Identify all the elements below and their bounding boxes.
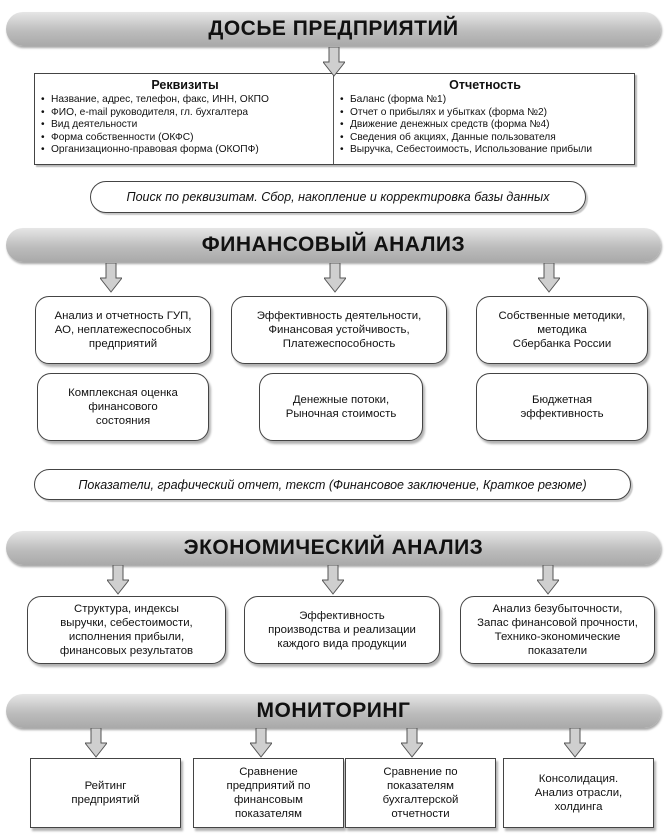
monitoring-box: Консолидация. Анализ отрасли, холдинга	[503, 758, 654, 828]
list-item: • Название, адрес, телефон, факс, ИНН, ОКПО	[40, 94, 330, 107]
financial-box: Собственные методики, методика Сбербанка России	[476, 296, 648, 364]
financial-box: Эффективность деятельности, Финансовая устойчивость, Платежеспособность	[231, 296, 447, 364]
down-arrow-icon	[250, 728, 272, 758]
financial-box: Анализ и отчетность ГУП, АО, неплатежеспособных предприятий	[35, 296, 211, 364]
down-arrow-icon	[324, 263, 346, 293]
section-banner-economic	[6, 531, 661, 565]
requisites-column	[40, 78, 330, 157]
section-title: МОНИТОРИНГ	[256, 699, 411, 722]
economic-box: Эффективность производства и реализации каждого вида продукции	[244, 596, 440, 664]
section-banner-financial	[6, 228, 661, 262]
section-banner-dossier	[6, 12, 661, 46]
list-item: • Организационно-правовая форма (ОКОПФ)	[40, 144, 330, 157]
list-item: • Баланс (форма №1)	[339, 94, 631, 107]
financial-box: Комплексная оценка финансового состояния	[37, 373, 209, 441]
down-arrow-icon	[322, 565, 344, 595]
section-banner-monitoring	[6, 694, 661, 728]
list-item: • Отчет о прибылях и убытках (форма №2)	[339, 107, 631, 120]
section-title: ДОСЬЕ ПРЕДПРИЯТИЙ	[208, 17, 459, 40]
down-arrow-icon	[100, 263, 122, 293]
list-item: • Форма собственности (ОКФС)	[40, 132, 330, 145]
search-note: Поиск по реквизитам. Сбор, накопление и корректировка базы данных	[90, 181, 586, 213]
monitoring-box: Рейтинг предприятий	[30, 758, 181, 828]
list-item: • Вид деятельности	[40, 119, 330, 132]
indicators-note: Показатели, графический отчет, текст (Финансовое заключение, Краткое резюме)	[34, 469, 631, 500]
financial-box: Денежные потоки, Рыночная стоимость	[259, 373, 423, 441]
list-item: • Движение денежных средств (форма №4)	[339, 119, 631, 132]
section-title: ЭКОНОМИЧЕСКИЙ АНАЛИЗ	[183, 536, 484, 559]
monitoring-box: Сравнение предприятий по финансовым показателям	[193, 758, 344, 828]
list-item: • Сведения об акциях, Данные пользователя	[339, 132, 631, 145]
down-arrow-icon	[537, 565, 559, 595]
column-divider	[333, 74, 334, 164]
down-arrow-icon	[538, 263, 560, 293]
requisites-title: Реквизиты	[151, 78, 219, 92]
economic-box: Анализ безубыточности, Запас финансовой прочности, Технико-экономические показатели	[460, 596, 655, 664]
list-item: • Выручка, Себестоимость, Использование прибыли	[339, 144, 631, 157]
dossier-details-panel	[34, 73, 635, 165]
down-arrow-icon	[85, 728, 107, 758]
list-item: • ФИО, e-mail руководителя, гл. бухгалтера	[40, 107, 330, 120]
monitoring-box: Сравнение по показателям бухгалтерской отчетности	[345, 758, 496, 828]
down-arrow-icon	[401, 728, 423, 758]
economic-box: Структура, индексы выручки, себестоимости, исполнения прибыли, финансовых результатов	[27, 596, 226, 664]
section-title: ФИНАНСОВЫЙ АНАЛИЗ	[201, 233, 466, 256]
down-arrow-icon	[107, 565, 129, 595]
reporting-title: Отчетность	[449, 78, 521, 92]
financial-box: Бюджетная эффективность	[476, 373, 648, 441]
down-arrow-icon	[323, 47, 345, 77]
reporting-column	[339, 78, 631, 157]
down-arrow-icon	[564, 728, 586, 758]
